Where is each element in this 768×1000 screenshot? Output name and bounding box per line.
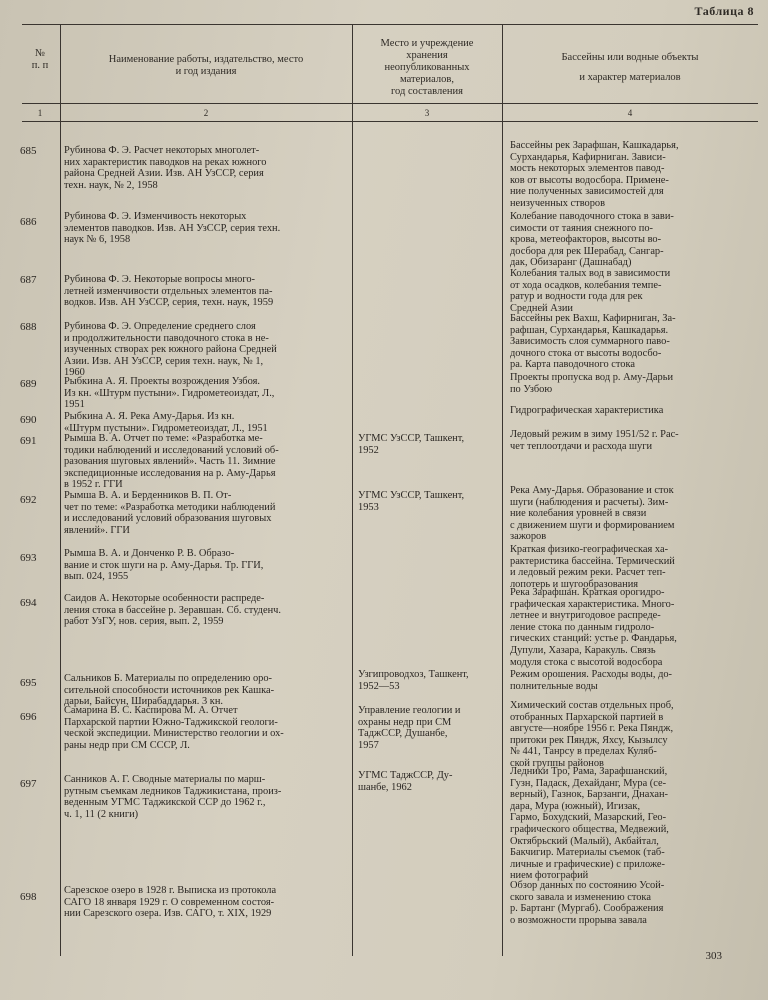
entry-number: 688 [20, 321, 37, 333]
header-bottom-rule [22, 103, 758, 104]
entry-work: Санников А. Г. Сводные материалы по марш- рутным съемкам ледников Таджикистана, произ- веденным УГМС Таджикской ССР до 1962 г., ч. 1, 11 (2 книги) [64, 774, 282, 820]
entry-basin: Ледники Тро, Рама, Зарафшанский, Гузн, Падаск, Дехайданг, Мура (се- верный), Газнок, Барзанги, Днахан- дара, Мура (южный), Игизак, Гармо, Бохудский, Мазарский, Гео- графического общества, Медвежий, Октябрьский (Малый), Акбайтал, Бакчигир. Материалы съемок (таб- личные и графические) с приложе- нием фотографий [510, 766, 669, 882]
table-label: Таблица 8 [694, 4, 754, 18]
entry-work: Рымша В. А. и Берденников В. П. От- чет по теме: «Разработка методики наблюдений и исследований условий образования шуговых явлений». ГГИ [64, 490, 276, 536]
entry-basin: Река Зарафшан. Краткая орогидро- графическая характеристика. Много- летнее и внутригодовое распреде- ление стока по данным гидроло- гических станций: устье р. Фандарья, Дупули, Хазара, Каракуль. Связь модуля стока с высотой водосбора [510, 587, 677, 668]
entry-number: 694 [20, 597, 37, 609]
entry-number: 689 [20, 378, 37, 390]
entry-storage: Узгипроводхоз, Ташкент, 1952—53 [358, 669, 469, 692]
entry-work: Рубинова Ф. Э. Изменчивость некоторых элементов паводков. Изв. АН УзССР, серия техн. наук № 6, 1958 [64, 211, 281, 246]
column-divider-2 [352, 24, 353, 956]
entry-work: Рубинова Ф. Э. Некоторые вопросы много- летней изменчивости отдельных элементов па- водков. Изв. АН УзССР, серия, техн. наук, 1959 [64, 274, 274, 309]
page-number: 303 [705, 950, 722, 962]
entry-basin: Река Аму-Дарья. Образование и сток шуги (наблюдения и расчеты). Зим- ние колебания уровней в связи с движением шуги и формированием зажоров [510, 485, 675, 543]
entry-basin: Гидрографическая характеристика [510, 405, 664, 416]
entry-number: 685 [20, 145, 37, 157]
entry-work: Сальников Б. Материалы по определению оро- сительной способности источников рек Кашка- дарьи, Байсун, Ширабаддарья. 3 кн. [64, 673, 275, 708]
header-basins: Бассейны или водные объекты и характер материалов [561, 52, 699, 83]
entry-number: 687 [20, 274, 37, 286]
entry-storage: УГМС ТаджССР, Ду- шанбе, 1962 [358, 770, 453, 793]
entry-number: 690 [20, 414, 37, 426]
column-number-2: 2 [203, 108, 209, 118]
entry-work: Сарезское озеро в 1928 г. Выписка из протокола САГО 18 января 1929 г. О современном состоя- нии Сарезского озера. Изв. САГО, т. XIX, 1929 [64, 885, 277, 920]
header-storage-place: Место и учреждение хранения неопубликованных материалов, год составления [380, 38, 474, 97]
entry-work: Рымша В. А. и Донченко Р. В. Образо- вание и сток шуги на р. Аму-Дарья. Тр. ГГИ, вып. 024, 1955 [64, 548, 264, 583]
column-number-1: 1 [37, 108, 43, 118]
entry-work: Самарина В. С. Каспирова М. А. Отчет Пархарской партии Южно-Таджикской геологи- ческой экспедиции. Министерство геологии и ох- раны недр при СМ СССР, Л. [64, 705, 284, 751]
entry-basin: Бассейны рек Вахш, Кафирниган, За- рафшан, Сурхандарья, Кашкадарья. Зависимость слоя суммарного паво- дочного стока от высоты водосбо- ра. Карта паводочного стока [510, 313, 676, 371]
entry-basin: Колебания талых вод в зависимости от хода осадков, колебания темпе- ратур и водности года для рек Средней Азии [510, 268, 671, 314]
entry-basin: Ледовый режим в зиму 1951/52 г. Рас- чет теплоотдачи и расхода шуги [510, 429, 679, 452]
entry-basin: Колебание паводочного стока в зави- симости от таяния снежного по- крова, метеофакторов, высоты во- досбора для рек Шерабад, Сангар- дак, Обизаранг (Дашнабад) [510, 211, 674, 269]
entry-number: 695 [20, 677, 37, 689]
column-divider-1 [60, 24, 61, 956]
entry-work: Рыбкина А. Я. Река Аму-Дарья. Из кн. «Штурм пустыни». Гидрометеоиздат, Л., 1951 [64, 411, 268, 434]
entry-number: 698 [20, 891, 37, 903]
entry-basin: Режим орошения. Расходы воды, до- полнительные воды [510, 669, 673, 692]
entry-basin: Химический состав отдельных проб, отобранных Пархарской партией в августе—ноябре 1956 г. Река Пяндж, притоки рек Пяндж, Яхсу, Кызылсу № 441, Танрсу в пределах Куляб- ской группы районов [510, 700, 674, 769]
entry-number: 697 [20, 778, 37, 790]
header-top-rule [22, 24, 758, 25]
entry-storage: УГМС УзССР, Ташкент, 1953 [358, 490, 465, 513]
entry-basin: Краткая физико-географическая ха- рактеристика бассейна. Термический и ледовый режим реки. Расчет теп- лопотерь и шугообразования [510, 544, 675, 590]
column-divider-3 [502, 24, 503, 956]
entry-work: Рубинова Ф. Э. Расчет некоторых многолет- них характеристик паводков на реках южного района Средней Азии. Изв. АН УзССР, серия техн. наук, № 2, 1958 [64, 145, 267, 191]
column-number-4: 4 [627, 108, 633, 118]
column-number-3: 3 [424, 108, 430, 118]
entry-basin: Бассейны рек Зарафшан, Кашкадарья, Сурхандарья, Кафирниган. Зависи- мость некоторых элементов павод- ков от высоты водосбора. Примене- ние полученных зависимостей для неизученных створов [510, 140, 679, 209]
entry-basin: Обзор данных по состоянию Усой- ского завала и изменению стока р. Бартанг (Мургаб). Соображения о возможности прорыва завала [510, 880, 665, 926]
entry-work: Рубинова Ф. Э. Определение среднего слоя и продолжительности паводочного стока в не- изученных створах рек южного района Средней Азии. Изв. АН УзССР, серия техн. наук, № 1, 1960 [64, 321, 277, 379]
entry-number: 692 [20, 494, 37, 506]
entry-work: Рыбкина А. Я. Проекты возрождения Узбоя. Из кн. «Штурм пустыни». Гидрометеоиздат, Л., 1951 [64, 376, 275, 411]
entry-basin: Проекты пропуска вод р. Аму-Дарьи по Узбою [510, 372, 674, 395]
header-number: № п. п [31, 48, 49, 71]
entry-number: 691 [20, 435, 37, 447]
entry-number: 686 [20, 216, 37, 228]
entry-work: Саидов А. Некоторые особенности распреде- ления стока в бассейне р. Зеравшан. Сб. студенч. работ УзГУ, нов. серия, вып. 2, 1959 [64, 593, 281, 628]
header-work-title: Наименование работы, издательство, место и год издания [108, 54, 304, 77]
column-number-rule [22, 121, 758, 122]
entry-work: Рымша В. А. Отчет по теме: «Разработка ме- тодики наблюдений и исследований условий об- разования шуговых явлений». Часть 11. Зимние экспедиционные исследования на р. Аму-Дарья в 1952 г. ГГИ [64, 433, 279, 491]
entry-number: 696 [20, 711, 37, 723]
entry-storage: УГМС УзССР, Ташкент, 1952 [358, 433, 465, 456]
entry-storage: Управление геологии и охраны недр при СМ ТаджССР, Душанбе, 1957 [358, 705, 461, 751]
entry-number: 693 [20, 552, 37, 564]
